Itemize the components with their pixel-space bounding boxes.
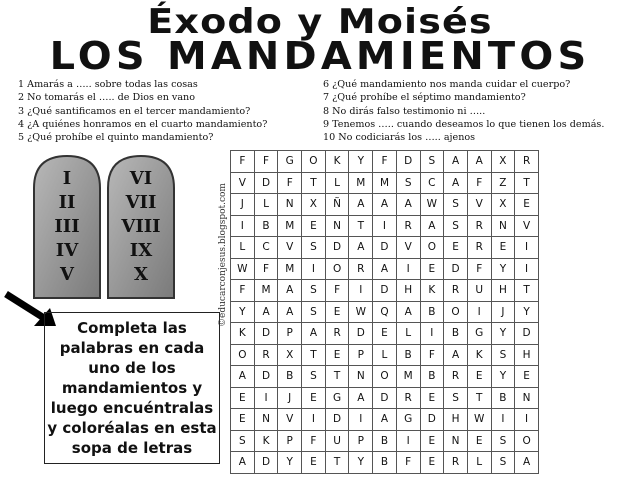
grid-cell[interactable]: G [467,323,491,345]
grid-cell[interactable]: N [444,430,468,452]
grid-cell[interactable]: D [254,366,278,388]
grid-cell[interactable]: A [444,172,468,194]
grid-cell[interactable]: I [396,430,420,452]
grid-cell[interactable]: F [231,280,255,302]
questions-left [18,78,267,144]
grid-row [231,194,539,216]
grid-cell[interactable]: R [254,344,278,366]
grid-cell[interactable]: I [349,409,373,431]
grid-cell[interactable]: I [254,387,278,409]
grid-cell[interactable]: V [278,237,302,259]
grid-cell[interactable]: S [302,280,326,302]
question-8: 8 No dirás falso testimonio ni ….. [323,105,486,117]
grid-cell[interactable]: T [515,280,539,302]
grid-cell[interactable]: E [467,366,491,388]
grid-row [231,323,539,345]
grid-cell[interactable]: K [254,430,278,452]
grid-cell[interactable]: F [231,151,255,173]
grid-cell[interactable]: I [373,215,397,237]
grid-row [231,237,539,259]
grid-cell[interactable]: N [325,215,349,237]
question-2: 2 No tomarás el ….. de Dios en vano [18,92,196,104]
grid-cell[interactable]: T [302,344,326,366]
grid-cell[interactable]: M [349,172,373,194]
grid-cell[interactable]: R [515,151,539,173]
grid-cell[interactable]: E [325,344,349,366]
grid-cell[interactable]: N [491,215,515,237]
grid-cell[interactable]: T [515,172,539,194]
grid-row [231,258,539,280]
grid-cell[interactable]: S [491,344,515,366]
grid-cell[interactable]: K [420,280,444,302]
grid-cell[interactable]: B [396,344,420,366]
grid-cell[interactable]: L [396,323,420,345]
grid-cell[interactable]: R [467,215,491,237]
grid-cell[interactable]: S [302,366,326,388]
grid-cell[interactable]: F [254,258,278,280]
grid-row [231,280,539,302]
grid-cell[interactable]: P [278,323,302,345]
grid-cell[interactable]: T [467,387,491,409]
grid-cell[interactable]: A [349,237,373,259]
tablet-left-numeral: III [54,216,80,237]
grid-cell[interactable]: O [373,366,397,388]
grid-cell[interactable]: R [444,366,468,388]
grid-cell[interactable]: J [278,387,302,409]
grid-cell[interactable]: S [444,387,468,409]
question-6: 6 ¿Qué mandamiento nos manda cuidar el cuerpo? [323,79,571,90]
grid-cell[interactable]: O [302,151,326,173]
tablet-right-numeral: VIII [121,216,161,237]
grid-cell[interactable]: I [515,258,539,280]
grid-cell[interactable]: B [420,366,444,388]
grid-cell[interactable]: B [278,366,302,388]
grid-cell[interactable]: D [254,172,278,194]
grid-cell[interactable]: H [444,409,468,431]
grid-cell[interactable]: H [491,280,515,302]
grid-cell[interactable]: F [420,344,444,366]
grid-cell[interactable]: J [491,301,515,323]
grid-cell[interactable]: A [420,215,444,237]
grid-cell[interactable]: J [231,194,255,216]
grid-row [231,366,539,388]
grid-cell[interactable]: A [278,280,302,302]
worksheet-title: Éxodo y Moisés [147,2,493,42]
grid-cell[interactable]: Y [349,151,373,173]
grid-cell[interactable]: I [396,258,420,280]
grid-cell[interactable]: V [467,194,491,216]
grid-cell[interactable]: E [420,430,444,452]
tablet-left-numeral: I [62,168,72,189]
grid-cell[interactable]: Ñ [325,194,349,216]
grid-cell[interactable]: S [231,430,255,452]
grid-cell[interactable]: D [349,323,373,345]
grid-cell[interactable]: A [254,301,278,323]
tablet-right-numeral: X [134,264,148,285]
commandment-tablets-illustration [28,150,188,300]
grid-cell[interactable]: X [491,151,515,173]
grid-cell[interactable]: M [373,172,397,194]
grid-cell[interactable]: E [302,387,326,409]
grid-cell[interactable]: D [373,237,397,259]
grid-cell[interactable]: Q [373,301,397,323]
grid-cell[interactable]: A [467,151,491,173]
grid-cell[interactable]: E [231,409,255,431]
grid-cell[interactable]: V [231,172,255,194]
grid-cell[interactable]: K [467,344,491,366]
grid-cell[interactable]: B [420,301,444,323]
grid-cell[interactable]: O [420,237,444,259]
grid-cell[interactable]: E [302,215,326,237]
grid-row [231,301,539,323]
grid-cell[interactable]: D [444,258,468,280]
grid-cell[interactable]: K [231,323,255,345]
grid-cell[interactable]: E [302,452,326,474]
grid-row [231,452,539,474]
grid-cell[interactable]: W [420,194,444,216]
question-5: 5 ¿Qué prohíbe el quinto mandamiento? [18,132,214,144]
grid-cell[interactable]: G [278,151,302,173]
tablet-left-numeral: IV [55,240,79,261]
grid-cell[interactable]: L [325,172,349,194]
grid-cell[interactable]: V [396,237,420,259]
grid-cell[interactable]: S [420,151,444,173]
grid-cell[interactable]: E [373,323,397,345]
grid-cell[interactable]: S [302,301,326,323]
worksheet-subtitle: LOS MANDAMIENTOS [49,34,591,78]
grid-row [231,430,539,452]
grid-cell[interactable]: A [302,323,326,345]
grid-cell[interactable]: I [302,409,326,431]
grid-cell[interactable]: P [278,430,302,452]
grid-cell[interactable]: L [467,452,491,474]
tablet-right-numeral: VII [125,192,157,213]
grid-cell[interactable]: X [491,194,515,216]
grid-cell[interactable]: D [373,387,397,409]
grid-cell[interactable]: B [254,215,278,237]
question-4: 4 ¿A quiénes honramos en el cuarto mandamiento? [18,118,268,130]
grid-cell[interactable]: E [420,258,444,280]
grid-cell[interactable]: F [325,280,349,302]
grid-cell[interactable]: R [444,452,468,474]
grid-cell[interactable]: W [231,258,255,280]
grid-cell[interactable]: Y [491,366,515,388]
grid-cell[interactable]: I [515,409,539,431]
grid-cell[interactable]: S [302,237,326,259]
instructions-box [44,312,220,464]
grid-row [231,151,539,173]
grid-cell[interactable]: N [349,366,373,388]
grid-cell[interactable]: S [444,194,468,216]
grid-cell[interactable]: W [349,301,373,323]
grid-cell[interactable]: E [325,301,349,323]
grid-row [231,409,539,431]
grid-cell[interactable]: R [396,387,420,409]
grid-cell[interactable]: E [420,387,444,409]
grid-cell[interactable]: C [420,172,444,194]
grid-cell[interactable]: L [254,194,278,216]
grid-cell[interactable]: B [491,387,515,409]
grid-cell[interactable]: N [515,387,539,409]
grid-cell[interactable]: X [278,344,302,366]
grid-cell[interactable]: A [444,344,468,366]
grid-cell[interactable]: M [278,258,302,280]
question-10: 10 No codiciarás los ….. ajenos [323,132,476,144]
grid-cell[interactable]: A [373,194,397,216]
grid-cell[interactable]: N [254,409,278,431]
word-search-grid [230,150,539,474]
grid-cell[interactable]: D [254,452,278,474]
grid-cell[interactable]: E [231,387,255,409]
grid-cell[interactable]: P [349,344,373,366]
grid-cell[interactable]: G [396,409,420,431]
grid-cell[interactable]: S [491,430,515,452]
grid-cell[interactable]: L [373,344,397,366]
grid-cell[interactable]: M [278,215,302,237]
grid-cell[interactable]: E [515,194,539,216]
grid-cell[interactable]: M [254,280,278,302]
grid-cell[interactable]: R [325,323,349,345]
grid-row [231,215,539,237]
grid-cell[interactable]: F [467,258,491,280]
grid-cell[interactable]: A [396,194,420,216]
grid-cell[interactable]: A [231,452,255,474]
grid-cell[interactable]: A [373,409,397,431]
grid-cell[interactable]: R [349,258,373,280]
grid-cell[interactable]: O [444,301,468,323]
grid-cell[interactable]: E [515,366,539,388]
grid-cell[interactable]: F [467,172,491,194]
grid-cell[interactable]: E [467,430,491,452]
grid-cell[interactable]: D [373,280,397,302]
grid-cell[interactable]: A [349,387,373,409]
watermark [216,170,230,340]
grid-cell[interactable]: H [515,344,539,366]
grid-cell[interactable]: R [467,237,491,259]
tablet-left-numeral: V [60,264,74,285]
grid-cell[interactable]: A [373,258,397,280]
instructions-text: Completa las palabras en cada uno de los mandamientos y luego encuéntralas y coloréalas en esta sopa de letras [47,319,217,457]
grid-cell[interactable]: B [444,323,468,345]
grid-cell[interactable]: B [373,452,397,474]
grid-cell[interactable]: O [325,258,349,280]
grid-cell[interactable]: M [396,366,420,388]
question-1: 1 Amarás a ….. sobre todas las cosas [18,79,198,90]
grid-cell[interactable]: I [302,258,326,280]
grid-cell[interactable]: T [325,366,349,388]
grid-cell[interactable]: Y [349,452,373,474]
grid-cell[interactable]: O [231,344,255,366]
question-9: 9 Tenemos ….. cuando deseamos lo que tienen los demás. [323,118,605,130]
grid-cell[interactable]: E [420,452,444,474]
grid-cell[interactable]: G [325,387,349,409]
grid-cell[interactable]: S [444,215,468,237]
grid-cell[interactable]: V [515,215,539,237]
grid-cell[interactable]: T [325,452,349,474]
grid-cell[interactable]: R [444,280,468,302]
grid-cell[interactable]: T [349,215,373,237]
grid-cell[interactable]: D [515,323,539,345]
grid-cell[interactable]: Y [278,452,302,474]
grid-cell[interactable]: A [349,194,373,216]
grid-cell[interactable]: F [373,151,397,173]
grid-cell[interactable]: A [231,366,255,388]
grid-cell[interactable]: Y [515,301,539,323]
grid-cell[interactable]: I [349,280,373,302]
grid-row [231,172,539,194]
grid-cell[interactable]: F [254,151,278,173]
grid-cell[interactable]: L [231,237,255,259]
grid-cell[interactable]: B [373,430,397,452]
grid-cell[interactable]: K [325,151,349,173]
tablet-left-numeral: II [58,192,76,213]
tablet-right-numeral: IX [129,240,153,261]
grid-cell[interactable]: P [349,430,373,452]
grid-cell[interactable]: E [444,237,468,259]
grid-cell[interactable]: A [278,301,302,323]
grid-cell[interactable]: W [467,409,491,431]
grid-cell[interactable]: E [491,237,515,259]
grid-cell[interactable]: H [396,280,420,302]
grid-cell[interactable]: X [302,194,326,216]
grid-cell[interactable]: F [278,172,302,194]
grid-cell[interactable]: D [325,409,349,431]
grid-cell[interactable]: F [302,430,326,452]
grid-cell[interactable]: V [278,409,302,431]
grid-cell[interactable]: I [467,301,491,323]
grid-row [231,344,539,366]
grid-cell[interactable]: D [420,409,444,431]
grid-cell[interactable]: T [302,172,326,194]
grid-row [231,387,539,409]
tablet-right-numeral: VI [129,168,153,189]
grid-cell[interactable]: I [231,215,255,237]
grid-cell[interactable]: Y [491,258,515,280]
question-3: 3 ¿Qué santificamos en el tercer mandamiento? [18,105,251,117]
grid-cell[interactable]: S [396,172,420,194]
grid-cell[interactable]: S [491,452,515,474]
question-7: 7 ¿Qué prohíbe el séptimo mandamiento? [323,92,526,104]
questions-right [323,78,604,144]
grid-cell[interactable]: D [396,151,420,173]
grid-cell[interactable]: A [515,452,539,474]
grid-cell[interactable]: C [254,237,278,259]
grid-cell[interactable]: I [515,237,539,259]
grid-cell[interactable]: D [325,237,349,259]
grid-cell[interactable]: R [396,215,420,237]
grid-cell[interactable]: Z [491,172,515,194]
grid-cell[interactable]: A [396,301,420,323]
watermark-text: ©educarconjesus.blogspot.com [218,183,228,327]
grid-cell[interactable]: Y [231,301,255,323]
grid-cell[interactable]: U [467,280,491,302]
grid-cell[interactable]: I [491,409,515,431]
grid-cell[interactable]: Y [491,323,515,345]
grid-cell[interactable]: N [278,194,302,216]
grid-cell[interactable]: O [515,430,539,452]
grid-cell[interactable]: I [420,323,444,345]
grid-cell[interactable]: F [396,452,420,474]
grid-cell[interactable]: U [325,430,349,452]
grid-cell[interactable]: D [254,323,278,345]
grid-cell[interactable]: A [444,151,468,173]
